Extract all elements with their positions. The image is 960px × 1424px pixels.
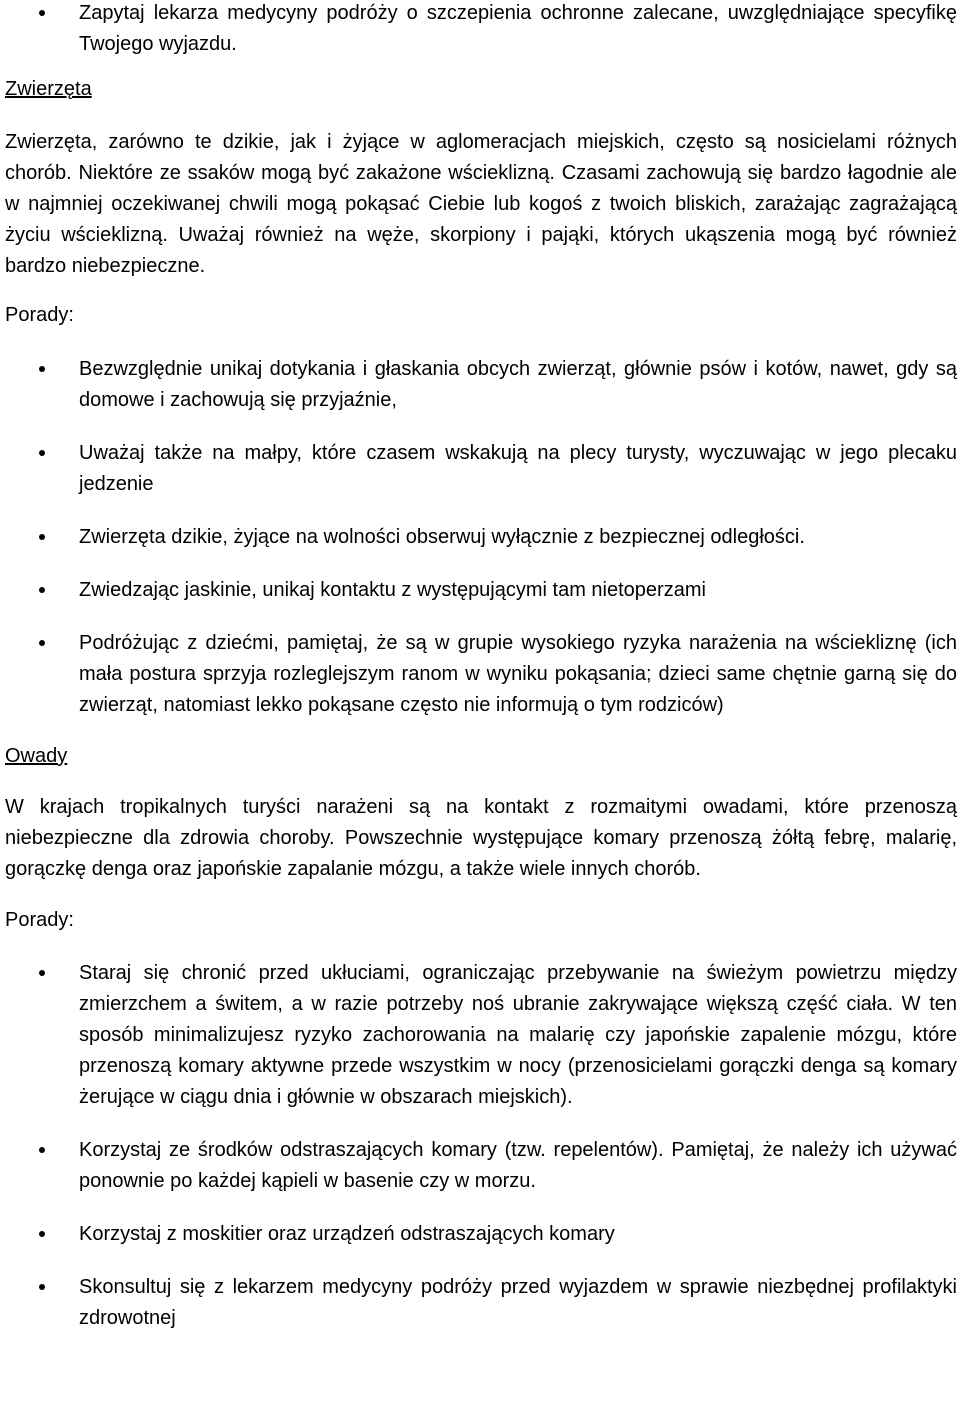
list-item-text: Uważaj także na małpy, które czasem wskakują na plecy turysty, wyczuwając w jego plecaku jedzenie	[79, 442, 957, 495]
bullet-icon	[39, 1284, 45, 1290]
insects-tips-list	[5, 958, 957, 1334]
bullet-icon	[39, 970, 45, 976]
bullet-icon	[39, 640, 45, 646]
animals-tips-list	[5, 354, 957, 721]
list-item-text: Korzystaj z moskitier oraz urządzeń odstraszających komary	[79, 1223, 615, 1245]
list-item	[5, 1272, 957, 1334]
section-heading-animals: Zwierzęta	[5, 78, 92, 100]
list-item	[5, 438, 957, 500]
list-item	[5, 522, 957, 553]
bullet-icon	[39, 1147, 45, 1153]
list-item-text: Podróżując z dziećmi, pamiętaj, że są w grupie wysokiego ryzyka narażenia na wściekliznę (ich mała postura sprzyja rozleglejszym ranom w wyniku pokąsania; dzieci same chętnie garną się do zwierząt, natomiast lekko pokąsane często nie informują o tym rodziców)	[79, 632, 957, 716]
list-item	[5, 958, 957, 1113]
bullet-icon	[39, 450, 45, 456]
top-bullet-list	[5, 0, 957, 60]
list-item	[5, 575, 957, 606]
list-item-text: Zwiedzając jaskinie, unikaj kontaktu z występującymi tam nietoperzami	[79, 579, 706, 601]
animals-tips-label: Porady:	[5, 304, 74, 326]
list-item	[5, 628, 957, 721]
list-item	[5, 354, 957, 416]
list-item-text: Staraj się chronić przed ukłuciami, ograniczając przebywanie na świeżym powietrzu między zmierzchem a świtem, a w razie potrzeby noś ubranie zakrywające większą część ciała. W ten sposób minimalizujesz ryzyko zachorowania na malarię czy japońskie zapalenie mózgu, które przenoszą komary aktywne przede wszystkim w nocy (przenosicielami gorączki denga są komary żerujące w ciągu dnia i głównie w obszarach miejskich).	[79, 962, 957, 1108]
insects-paragraph: W krajach tropikalnych turyści narażeni są na kontakt z rozmaitymi owadami, które przenoszą niebezpieczne dla zdrowia choroby. Powszechnie występujące komary przenoszą żółtą febrę, malarię, gorączkę denga oraz japońskie zapalanie mózgu, a także wiele innych chorób.	[5, 796, 957, 880]
list-item-text: Zapytaj lekarza medycyny podróży o szczepienia ochronne zalecane, uwzględniające specyfikę Twojego wyjazdu.	[79, 2, 957, 55]
bullet-icon	[39, 534, 45, 540]
animals-paragraph: Zwierzęta, zarówno te dzikie, jak i żyjące w aglomeracjach miejskich, często są nosicielami różnych chorób. Niektóre ze ssaków mogą być zakażone wścieklizną. Czasami zachowują się bardzo łagodnie ale w najmniej oczekiwanej chwili mogą pokąsać Ciebie lub kogoś z twoich bliskich, zarażając zagrażającą życiu wścieklizną. Uważaj również na węże, skorpiony i pająki, których ukąszenia mogą być również bardzo niebezpieczne.	[5, 131, 957, 277]
list-item-text: Bezwzględnie unikaj dotykania i głaskania obcych zwierząt, głównie psów i kotów, nawet, gdy są domowe i zachowują się przyjaźnie,	[79, 358, 957, 411]
bullet-icon	[39, 366, 45, 372]
bullet-icon	[39, 1231, 45, 1237]
list-item-text: Zwierzęta dzikie, żyjące na wolności obserwuj wyłącznie z bezpiecznej odległości.	[79, 526, 805, 548]
list-item-text: Korzystaj ze środków odstraszających komary (tzw. repelentów). Pamiętaj, że należy ich używać ponownie po każdej kąpieli w basenie czy w morzu.	[79, 1139, 957, 1192]
list-item	[5, 1219, 957, 1250]
list-item	[5, 0, 957, 60]
list-item	[5, 1135, 957, 1197]
bullet-icon	[39, 587, 45, 593]
insects-tips-label: Porady:	[5, 909, 74, 931]
section-heading-insects: Owady	[5, 745, 68, 767]
list-item-text: Skonsultuj się z lekarzem medycyny podróży przed wyjazdem w sprawie niezbędnej profilaktyki zdrowotnej	[79, 1276, 957, 1329]
bullet-icon	[39, 10, 45, 16]
document-page	[5, 0, 957, 1334]
